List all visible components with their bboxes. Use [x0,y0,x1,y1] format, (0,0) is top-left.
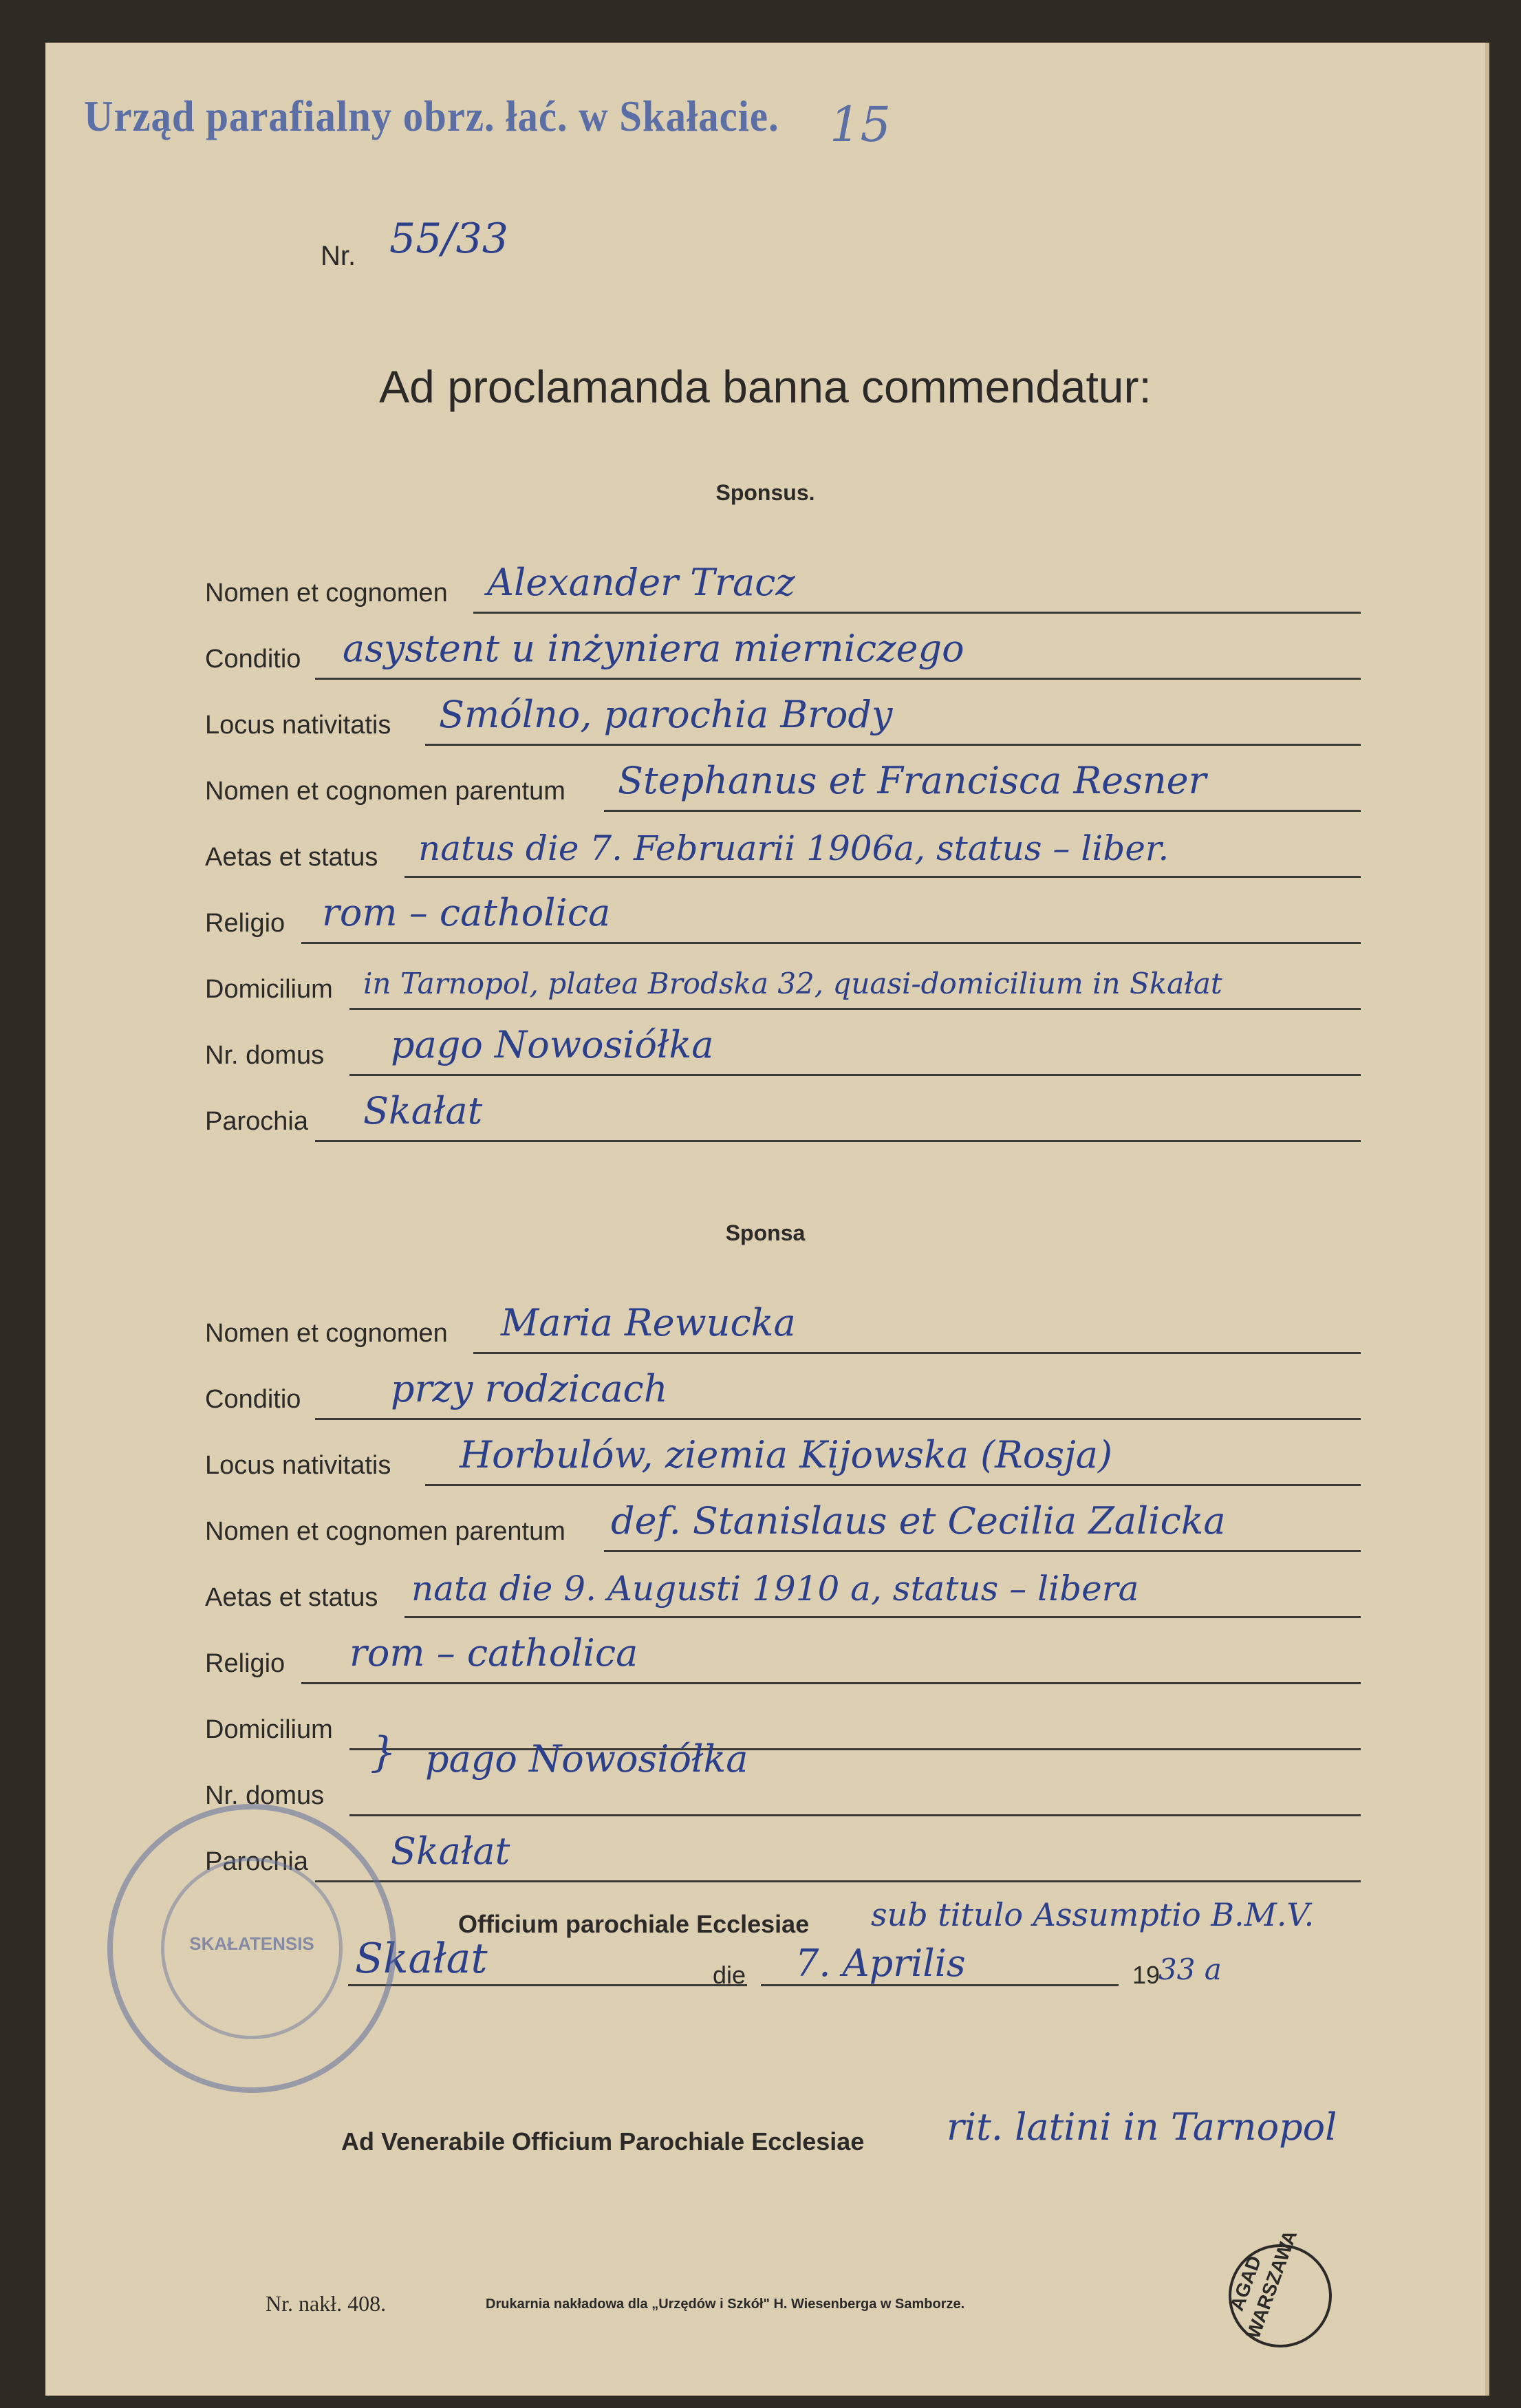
sponsus-locus-row [205,685,1361,751]
fill-line [604,810,1361,812]
sponsa-parochia-row [205,1822,1361,1888]
page-title: Ad proclamanda banna commendatur: [379,361,1152,412]
printer-imprint: Drukarnia nakładowa dla „Urzędów i Szkół" H. Wiesenberga w Samborze. [486,2297,965,2312]
field-label: Religio [205,1649,285,1678]
place-line [348,1984,747,1986]
fill-line [425,744,1361,746]
sponsus-heading: Sponsus. [715,480,815,505]
date-value: 7. Aprilis [795,1942,966,1985]
document-sheet [45,43,1489,2396]
number-value: 55/33 [389,215,508,263]
fill-line [301,942,1361,944]
sponsus-parents-row [205,751,1361,817]
sponsa-domus: pago Nowosiółka [425,1737,748,1781]
officium-value: sub titulo Assumptio B.M.V. [871,1896,1315,1933]
fill-line [473,1352,1361,1354]
field-label: Nomen et cognomen [205,579,448,608]
field-label: Nomen et cognomen [205,1319,448,1348]
sponsus-aetas-row [205,817,1361,883]
sponsa-heading: Sponsa [725,1221,806,1245]
sponsus-religio: rom – catholica [322,891,611,934]
sponsa-conditio-row [205,1359,1361,1426]
sponsa-religio-row [205,1624,1361,1690]
field-label: Locus nativitatis [205,711,391,740]
fill-line [349,1814,1361,1816]
fill-line [473,612,1361,614]
sponsus-aetas: natus die 7. Februarii 1906a, status – liber. [418,828,1169,868]
sponsus-conditio-row [205,619,1361,685]
fill-line [404,1616,1361,1618]
seal-text: SKAŁATENSIS [189,1933,314,1954]
sponsa-parents: def. Stanislaus et Cecilia Zalicka [611,1499,1226,1542]
field-label: Parochia [205,1847,308,1876]
field-label: Aetas et status [205,1583,378,1612]
archive-folio-number: 15 [830,96,892,153]
fill-line [404,876,1361,878]
parish-office-stamp: Urząd parafialny obrz. łać. w Skałacie. [84,92,779,140]
field-label: Nr. domus [205,1041,325,1070]
sponsus-domus: pago Nowosiółka [391,1023,714,1066]
field-label: Religio [205,909,285,938]
sponsus-parents: Stephanus et Francisca Resner [618,759,1207,802]
fill-line [349,1008,1361,1010]
sponsus-domus-row [205,1015,1361,1082]
sponsa-name: Maria Rewucka [501,1301,796,1344]
die-label: die [713,1961,746,1989]
sponsa-locus: Horbulów, ziemia Kijowska (Rosja) [460,1433,1113,1476]
sponsus-name: Alexander Tracz [487,561,795,604]
brace-mark: } [370,1728,397,1776]
field-label: Domicilium [205,975,333,1004]
sponsus-domicilium-row [205,949,1361,1015]
sponsa-locus-row [205,1426,1361,1492]
sponsus-parochia-row [205,1082,1361,1148]
field-label: Nr. domus [205,1781,325,1810]
sponsa-parochia: Skałat [391,1829,510,1873]
field-label: Nomen et cognomen parentum [205,1517,565,1546]
sponsus-religio-row [205,883,1361,949]
sponsa-parents-row [205,1492,1361,1558]
sponsus-domicilium: in Tarnopol, platea Brodska 32, quasi-domicilium in Skałat [363,967,1222,1000]
fill-line [301,1682,1361,1684]
sponsa-conditio: przy rodzicach [391,1367,668,1410]
officium-label: Officium parochiale Ecclesiae [458,1910,810,1938]
archive-stamp: AGAD WARSZAWA [1214,2230,1346,2362]
ad-label: Ad Venerabile Officium Parochiale Ecclesiae [341,2127,865,2156]
fill-line [315,1140,1361,1142]
place-value: Skałat [355,1935,488,1983]
field-label: Conditio [205,645,301,674]
field-label: Conditio [205,1385,301,1414]
sponsus-conditio: asystent u inżyniera mierniczego [343,627,964,670]
field-label: Locus nativitatis [205,1451,391,1480]
fill-line [349,1074,1361,1076]
fill-line [315,678,1361,680]
fill-line [315,1880,1361,1882]
parish-seal [107,1804,396,2093]
print-number: Nr. nakł. 408. [266,2291,387,2316]
sponsa-aetas: nata die 9. Augusti 1910 a, status – libera [411,1569,1139,1609]
year-prefix: 19 [1132,1961,1161,1989]
sponsa-name-row [205,1293,1361,1359]
fill-line [315,1418,1361,1420]
sponsa-aetas-row [205,1558,1361,1624]
sponsus-parochia: Skałat [363,1089,483,1132]
sponsus-locus: Smólno, parochia Brody [439,693,893,736]
fill-line [604,1550,1361,1552]
number-label: Nr. [321,241,356,271]
fill-line [425,1484,1361,1486]
field-label: Nomen et cognomen parentum [205,777,565,806]
sponsus-name-row [205,553,1361,619]
sponsa-religio: rom – catholica [349,1631,638,1675]
field-label: Parochia [205,1107,308,1136]
field-label: Aetas et status [205,843,378,872]
year-value: 33 a [1158,1953,1222,1986]
ad-value: rit. latini in Tarnopol [947,2105,1337,2149]
field-label: Domicilium [205,1715,333,1744]
